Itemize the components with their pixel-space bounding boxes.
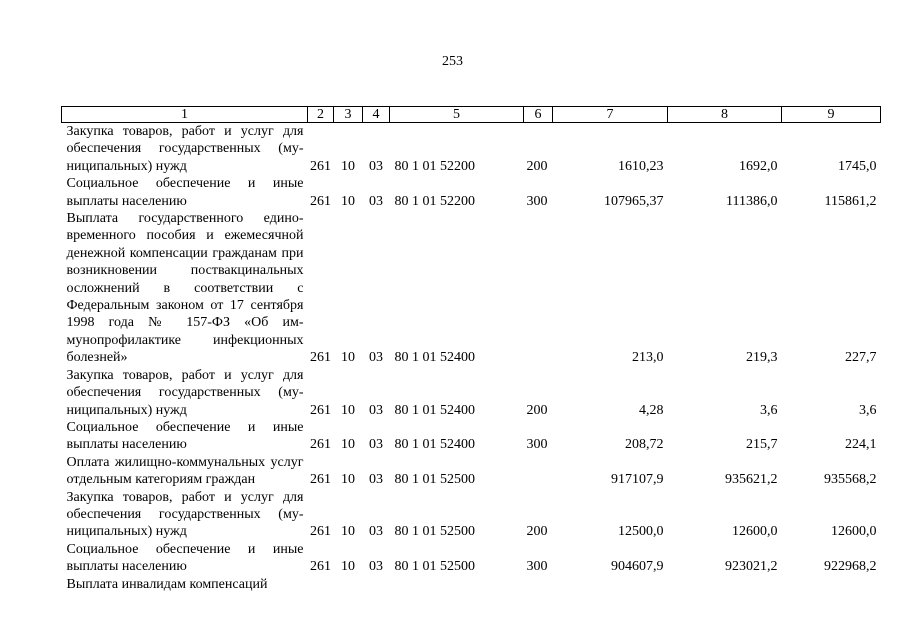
table-row — [62, 367, 881, 419]
target-article-code: 80 1 01 52200 — [394, 158, 475, 174]
amount-year-2: 111386,0 — [726, 193, 778, 209]
table-row — [62, 175, 881, 210]
target-article-code: 80 1 01 52500 — [394, 472, 475, 488]
expense-type-code: 200 — [526, 402, 548, 418]
section-code: 10 — [341, 472, 355, 488]
table-body — [62, 123, 881, 593]
expense-type-code: 300 — [526, 437, 548, 453]
subsection-code: 03 — [369, 472, 383, 488]
amount-year-3: 12600,0 — [831, 524, 877, 540]
amount-year-2: 215,7 — [746, 437, 778, 453]
row-description: Социальное обеспечение и иные выплаты населению — [66, 176, 304, 209]
target-article-code: 80 1 01 52500 — [394, 524, 475, 540]
column-header-2: 2 — [308, 107, 334, 123]
ministry-code: 261 — [310, 158, 331, 174]
amount-year-2: 219,3 — [746, 350, 778, 366]
ministry-code: 261 — [310, 437, 331, 453]
amount-year-1 — [553, 576, 668, 593]
amount-year-3: 922968,2 — [824, 559, 877, 575]
row-description: Выплата государственного единовременного пособия и ежемесячной денежной компенсации гражданам при возникновении поствакцинальных осложнений в соответствии с Федеральным законом от 17 сентября 1998 года № 157-ФЗ «Об иммунопрофилактике инфекционных болезней» — [66, 211, 304, 366]
section-code: 10 — [341, 437, 355, 453]
column-header-8: 8 — [668, 107, 782, 123]
ministry-code: 261 — [310, 559, 331, 575]
amount-year-3: 1745,0 — [838, 158, 877, 174]
section-code: 10 — [341, 193, 355, 209]
amount-year-1: 213,0 — [632, 350, 664, 366]
target-article-code: 80 1 01 52400 — [394, 402, 475, 418]
section-code: 10 — [341, 559, 355, 575]
ministry-code: 261 — [310, 472, 331, 488]
target-article-code: 80 1 01 52500 — [394, 559, 475, 575]
column-header-1: 1 — [62, 107, 308, 123]
table-row — [62, 123, 881, 176]
row-description: Закупка товаров, работ и услуг для обеспечения государственных (муниципальных) нужд — [66, 367, 304, 418]
ministry-code: 261 — [310, 524, 331, 540]
section-code — [334, 576, 363, 593]
amount-year-1: 917107,9 — [611, 472, 664, 488]
section-code: 10 — [341, 350, 355, 366]
subsection-code: 03 — [369, 559, 383, 575]
table-row — [62, 419, 881, 454]
section-code: 10 — [341, 158, 355, 174]
target-article-code: 80 1 01 52400 — [394, 437, 475, 453]
amount-year-2: 923021,2 — [725, 559, 778, 575]
target-article-code: 80 1 01 52400 — [394, 350, 475, 366]
ministry-code: 261 — [310, 193, 331, 209]
amount-year-2: 3,6 — [760, 402, 778, 418]
amount-year-2: 12600,0 — [732, 524, 778, 540]
section-code: 10 — [341, 524, 355, 540]
ministry-code: 261 — [310, 350, 331, 366]
amount-year-1: 4,28 — [639, 402, 664, 418]
subsection-code: 03 — [369, 524, 383, 540]
subsection-code: 03 — [369, 158, 383, 174]
expense-type-code: 200 — [526, 158, 548, 174]
amount-year-1: 208,72 — [625, 437, 664, 453]
amount-year-1: 1610,23 — [618, 158, 664, 174]
section-code: 10 — [341, 402, 355, 418]
target-article-code — [390, 576, 524, 593]
row-description: Социальное обеспечение и иные выплаты населению — [66, 541, 304, 575]
row-description: Закупка товаров, работ и услуг для обеспечения государственных (муниципальных) нужд — [66, 124, 304, 174]
ministry-code: 261 — [310, 402, 331, 418]
subsection-code: 03 — [369, 193, 383, 209]
subsection-code — [363, 576, 390, 593]
amount-year-1: 107965,37 — [604, 193, 664, 209]
column-number-header-row — [62, 107, 881, 123]
table-row — [62, 576, 881, 593]
expense-type-code — [524, 454, 553, 489]
target-article-code: 80 1 01 52200 — [394, 193, 475, 209]
page-number: 253 — [442, 54, 463, 69]
amount-year-3 — [782, 576, 881, 593]
expense-type-code — [524, 576, 553, 593]
table-row — [62, 454, 881, 489]
expense-type-code — [524, 210, 553, 367]
expense-type-code: 200 — [526, 524, 548, 540]
amount-year-2: 1692,0 — [739, 158, 778, 174]
amount-year-2: 935621,2 — [725, 472, 778, 488]
table-row — [62, 489, 881, 541]
amount-year-3: 224,1 — [845, 437, 877, 453]
row-description: Закупка товаров, работ и услуг для обеспечения государственных (муниципальных) нужд — [66, 489, 304, 540]
amount-year-3: 935568,2 — [824, 472, 877, 488]
amount-year-2 — [668, 576, 782, 593]
column-header-3: 3 — [334, 107, 363, 123]
amount-year-1: 904607,9 — [611, 559, 664, 575]
column-header-9: 9 — [782, 107, 881, 123]
subsection-code: 03 — [369, 350, 383, 366]
amount-year-1: 12500,0 — [618, 524, 664, 540]
column-header-7: 7 — [553, 107, 668, 123]
column-header-4: 4 — [363, 107, 390, 123]
row-description: Выплата инвалидам компенсаций — [66, 576, 268, 592]
ministry-code — [308, 576, 334, 593]
amount-year-3: 115861,2 — [824, 193, 877, 209]
amount-year-3: 3,6 — [859, 402, 877, 418]
subsection-code: 03 — [369, 402, 383, 418]
row-description: Социальное обеспечение и иные выплаты населению — [66, 419, 304, 453]
column-header-6: 6 — [524, 107, 553, 123]
table-row — [62, 210, 881, 367]
budget-table — [61, 106, 881, 593]
column-header-5: 5 — [390, 107, 524, 123]
table-row — [62, 541, 881, 576]
expense-type-code: 300 — [526, 559, 548, 575]
amount-year-3: 227,7 — [845, 350, 877, 366]
expense-type-code: 300 — [526, 193, 548, 209]
subsection-code: 03 — [369, 437, 383, 453]
row-description: Оплата жилищно-коммунальных услуг отдельным категориям граждан — [66, 454, 304, 488]
